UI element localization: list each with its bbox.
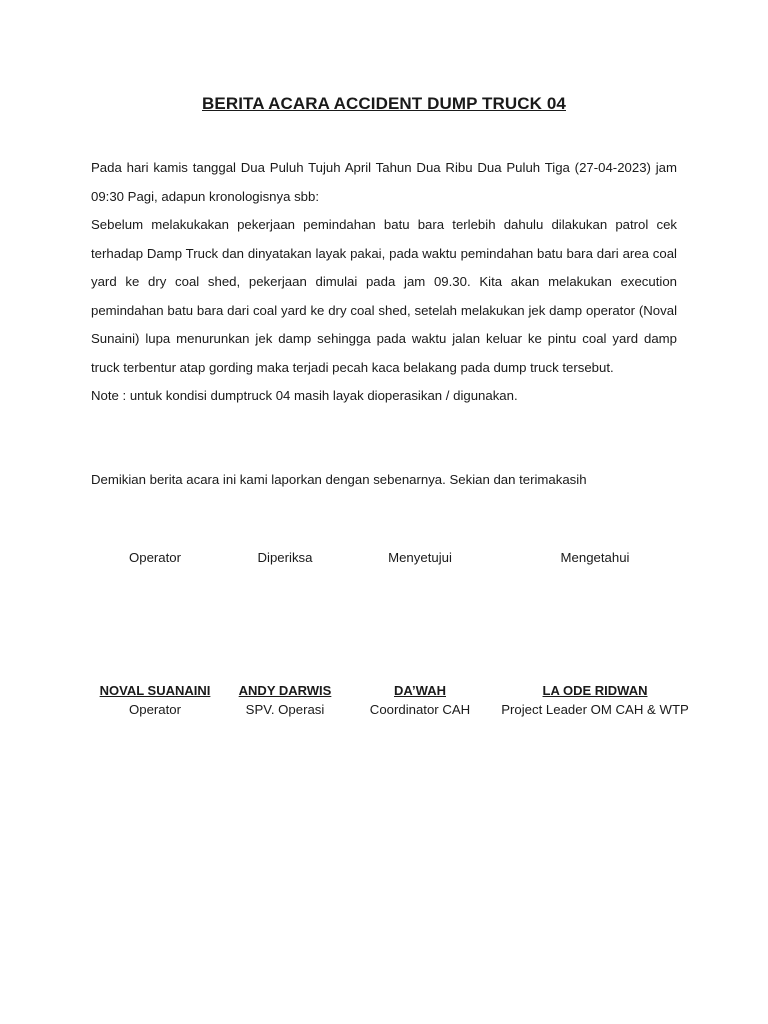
signature-label-diperiksa: Diperiksa (257, 550, 313, 565)
signatory-name-mengetahui: LA ODE RIDWAN (542, 683, 648, 698)
signature-label-mengetahui: Mengetahui (560, 550, 630, 565)
signatory-role-diperiksa: SPV. Operasi (245, 702, 325, 717)
signatory-name-diperiksa: ANDY DARWIS (238, 683, 332, 698)
signature-label-menyetujui: Menyetujui (388, 550, 452, 565)
paragraph-note: Note : untuk kondisi dumptruck 04 masih layak dioperasikan / digunakan. (91, 388, 518, 403)
paragraph-chronology: Sebelum melakukakan pekerjaan pemindahan batu bara terlebih dahulu dilakukan patrol cek terhadap Damp Truck dan dinyatakan layak pakai, pada waktu pemindahan batu bara dari area coal yard ke dry coal shed, pekerjaan dimulai pada jam 09.30. Kita akan melakukan execution pemindahan batu bara dari coal yard ke dry coal shed, setelah melakukan jek damp operator (Noval Sunaini) lupa menurunkan jek damp sehingga pada waktu jalan keluar ke pintu coal yard damp truck terbentur atap gording maka terjadi pecah kaca belakang pada dump truck tersebut. (91, 217, 677, 375)
signatory-role-mengetahui: Project Leader OM CAH & WTP (501, 702, 689, 717)
closing-statement (91, 466, 677, 495)
document-title: BERITA ACARA ACCIDENT DUMP TRUCK 04 (202, 94, 566, 113)
closing-text: Demikian berita acara ini kami laporkan dengan sebenarnya. Sekian dan terimakasih (91, 472, 587, 487)
signatory-role-menyetujui: Coordinator CAH (369, 702, 471, 717)
signature-label-operator: Operator (128, 550, 182, 565)
report-body (91, 154, 677, 411)
signatory-name-menyetujui: DA’WAH (394, 683, 446, 698)
signatory-name-operator: NOVAL SUANAINI (99, 683, 211, 698)
signatory-role-operator: Operator (128, 702, 182, 717)
paragraph-date: Pada hari kamis tanggal Dua Puluh Tujuh April Tahun Dua Ribu Dua Puluh Tiga (27-04-2023) jam 09:30 Pagi, adapun kronologisnya sbb: (91, 160, 677, 204)
